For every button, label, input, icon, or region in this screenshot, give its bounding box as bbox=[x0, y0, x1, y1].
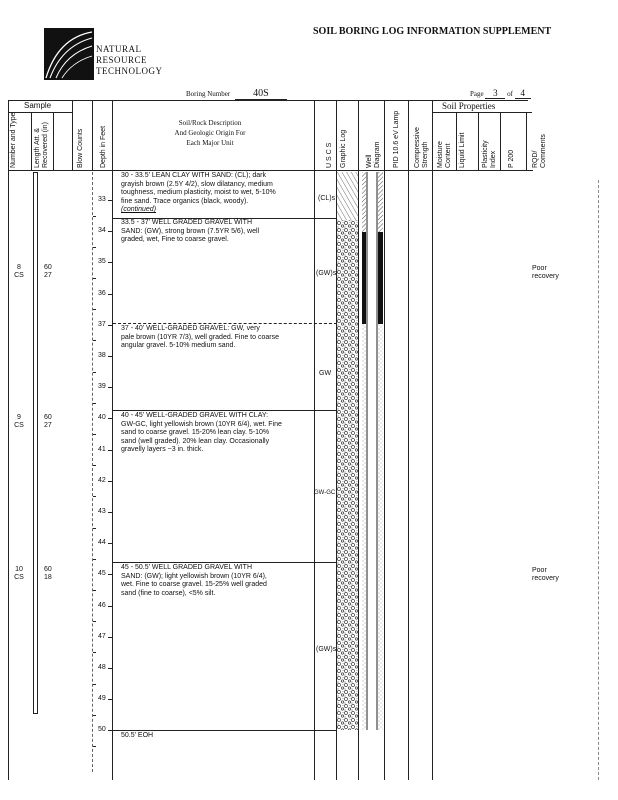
description-4-line-4: sand (well graded). 20% lean clay. Occasionally bbox=[121, 437, 270, 445]
sample-1-number: 8 bbox=[17, 264, 21, 271]
comment-1-line-2: recovery bbox=[532, 273, 559, 280]
uscs-label-5: (GW)s bbox=[316, 646, 337, 653]
depth-tick bbox=[108, 325, 112, 326]
description-header-3: Each Major Unit bbox=[186, 139, 234, 147]
depth-label: 42 bbox=[98, 476, 106, 484]
depth-label: 37 bbox=[98, 320, 106, 328]
sample-2-type: CS bbox=[14, 422, 24, 429]
logo-graphic bbox=[44, 28, 94, 80]
description-2-line-1: 33.5 - 37' WELL GRADED GRAVEL WITH bbox=[121, 219, 253, 226]
sample-group-header: Sample bbox=[24, 101, 52, 110]
depth-tick bbox=[108, 606, 112, 607]
depth-label: 45 bbox=[98, 570, 106, 578]
sample-1-type: CS bbox=[14, 272, 24, 279]
company-logo bbox=[44, 28, 94, 80]
sample-3-length: 60 bbox=[44, 566, 52, 573]
sample-2-recovered: 27 bbox=[44, 422, 52, 429]
logo-line-2: RESOURCE bbox=[96, 55, 148, 65]
description-2-line-2: SAND: (GW), strong brown (7.5YR 5/6), well bbox=[121, 227, 260, 235]
depth-tick bbox=[108, 699, 112, 700]
boring-number: 40S bbox=[253, 88, 269, 99]
depth-label: 41 bbox=[98, 445, 106, 453]
depth-label: 47 bbox=[98, 632, 106, 640]
graphic-log bbox=[337, 172, 358, 732]
depth-label: 46 bbox=[98, 601, 106, 609]
soil-properties-header: Soil Properties bbox=[442, 101, 496, 111]
depth-tick bbox=[108, 387, 112, 388]
depth-label: 48 bbox=[98, 664, 106, 671]
moisture-header: Moisture Content bbox=[437, 141, 452, 168]
depth-minor-tick bbox=[93, 403, 96, 404]
uscs-label-4: GW-GC bbox=[314, 490, 336, 496]
depth-label: 35 bbox=[98, 258, 106, 266]
uscs-label-1: (CL)s bbox=[318, 195, 336, 202]
boring-label: Boring Number bbox=[186, 90, 231, 98]
depth-minor-tick bbox=[93, 684, 96, 685]
depth-tick bbox=[108, 637, 112, 638]
depth-label: 34 bbox=[98, 227, 106, 235]
depth-label: 50 bbox=[98, 726, 106, 734]
p200-header: P 200 bbox=[508, 149, 515, 168]
depth-minor-tick bbox=[93, 746, 96, 747]
depth-label: 43 bbox=[98, 508, 106, 515]
description-1-line-1: 30 - 33.5' LEAN CLAY WITH SAND: (CL); dark bbox=[121, 172, 267, 179]
description-4-line-3: sand to coarse gravel. 15-20% lean clay. 5-10% bbox=[121, 429, 270, 437]
description-5-line-2: SAND: (GW); light yellowish brown (10YR 6/4), bbox=[121, 572, 267, 580]
sample-3-type: CS bbox=[14, 574, 24, 581]
description-4-line-1: 40 - 45' WELL-GRADED GRAVEL WITH CLAY: bbox=[121, 412, 269, 419]
comment-2-line-1: Poor bbox=[532, 567, 547, 574]
depth-tick bbox=[108, 231, 112, 232]
page-number: 3 bbox=[493, 88, 498, 98]
pid-header: PID 10.6 eV Lamp bbox=[393, 110, 400, 168]
depth-label: 40 bbox=[98, 414, 106, 422]
depth-minor-tick bbox=[93, 278, 96, 279]
depth-minor-tick bbox=[93, 216, 96, 217]
page-label: Page bbox=[470, 90, 484, 98]
depth-minor-tick bbox=[93, 496, 96, 497]
depth-minor-tick bbox=[93, 372, 96, 373]
depth-tick bbox=[108, 543, 112, 544]
description-3-line-3: angular gravel. 5-10% medium sand. bbox=[121, 342, 236, 350]
depth-label: 49 bbox=[98, 695, 106, 703]
description-1-line-3: toughness, medium plasticity, moist to wet, 5-10% bbox=[121, 189, 276, 197]
description-4-line-5: gravelly layers ~3 in. thick. bbox=[121, 446, 204, 454]
depth-label: 38 bbox=[98, 352, 106, 359]
description-3-line-2: pale brown (10YR 7/3), well graded. Fine to coarse bbox=[121, 333, 279, 341]
depth-minor-tick bbox=[93, 715, 96, 716]
description-5-line-3: wet. Fine to coarse gravel. 15-25% well graded bbox=[121, 581, 267, 589]
sample-2-number: 9 bbox=[17, 414, 21, 421]
depth-tick bbox=[108, 418, 112, 419]
depth-tick bbox=[108, 574, 112, 575]
depth-tick bbox=[108, 450, 112, 451]
description-header-2: And Geologic Origin For bbox=[174, 129, 246, 137]
sample-2-length: 60 bbox=[44, 414, 52, 421]
description-1-line-2: grayish brown (2.5Y 4/2), slow dilatancy, medium bbox=[121, 180, 273, 188]
depth-minor-tick bbox=[93, 528, 96, 529]
depth-tick bbox=[108, 481, 112, 482]
blow-counts-header: Blow Counts bbox=[77, 128, 84, 168]
depth-tick bbox=[108, 294, 112, 295]
sample-3-recovered: 18 bbox=[44, 574, 52, 581]
sample-1-recovered: 27 bbox=[44, 272, 52, 279]
compressive-header: Compressive Strength bbox=[414, 127, 429, 168]
description-1-line-5: (continued) bbox=[121, 206, 157, 214]
depth-label: 33 bbox=[98, 196, 106, 203]
well-diagram-header: Well Diagram bbox=[366, 141, 381, 168]
depth-label: 39 bbox=[98, 383, 106, 391]
depth-minor-tick bbox=[93, 434, 96, 435]
depth-tick bbox=[108, 730, 112, 731]
depth-label: 36 bbox=[98, 289, 106, 297]
comment-1-line-1: Poor bbox=[532, 265, 547, 272]
depth-minor-tick bbox=[93, 590, 96, 591]
page-of: of bbox=[507, 90, 513, 98]
description-eoh: 50.5' EOH bbox=[121, 732, 154, 739]
length-header: Length Att. & Recovered (in) bbox=[34, 122, 49, 168]
uscs-label-3: GW bbox=[319, 370, 332, 377]
liquid-limit-header: Liquid Limit bbox=[459, 132, 466, 168]
well-diagram bbox=[362, 172, 384, 732]
depth-minor-tick bbox=[93, 621, 96, 622]
depth-tick bbox=[108, 200, 112, 201]
description-5-line-1: 45 - 50.5' WELL GRADED GRAVEL WITH bbox=[121, 564, 253, 571]
logo-line-1: NATURAL bbox=[96, 44, 142, 54]
depth-minor-tick bbox=[93, 559, 96, 560]
depth-tick bbox=[108, 356, 112, 357]
page-total: 4 bbox=[520, 88, 525, 98]
page-title: SOIL BORING LOG INFORMATION SUPPLEMENT bbox=[313, 26, 552, 37]
rqd-header: RQD/ Comments bbox=[532, 134, 547, 168]
depth-minor-tick bbox=[93, 652, 96, 653]
number-type-header: Number and Type bbox=[10, 112, 17, 168]
plasticity-header: Plasticity Index bbox=[482, 140, 497, 168]
description-4-line-2: GW-GC, light yellowish brown (10YR 6/4), wet. Fine bbox=[121, 420, 282, 428]
sample-3-number: 10 bbox=[15, 566, 23, 573]
logo-line-3: TECHNOLOGY bbox=[96, 66, 163, 76]
description-1-line-4: fine sand. Trace organics (black, woody). bbox=[121, 197, 249, 205]
depth-minor-tick bbox=[93, 247, 96, 248]
depth-minor-tick bbox=[93, 340, 96, 341]
description-3-line-1: 37 - 40' WELL-GRADED GRAVEL: GW, very bbox=[121, 325, 260, 332]
depth-tick bbox=[108, 262, 112, 263]
uscs-header: U S C S bbox=[326, 142, 333, 168]
depth-minor-tick bbox=[93, 465, 96, 466]
description-5-line-4: sand (fine to coarse), <5% silt. bbox=[121, 589, 216, 597]
description-header-1: Soil/Rock Description bbox=[178, 119, 242, 127]
depth-tick bbox=[108, 512, 112, 513]
comment-2-line-2: recovery bbox=[532, 575, 559, 582]
depth-minor-tick bbox=[93, 309, 96, 310]
depth-header: Depth in Feet bbox=[100, 125, 107, 168]
depth-tick bbox=[108, 668, 112, 669]
description-2-line-3: graded, wet, Fine to coarse gravel. bbox=[121, 236, 229, 244]
sample-1-length: 60 bbox=[44, 264, 52, 271]
graphic-log-header: Graphic Log bbox=[340, 129, 347, 168]
uscs-label-2: (GW)s bbox=[316, 270, 337, 277]
depth-label: 44 bbox=[98, 539, 106, 547]
